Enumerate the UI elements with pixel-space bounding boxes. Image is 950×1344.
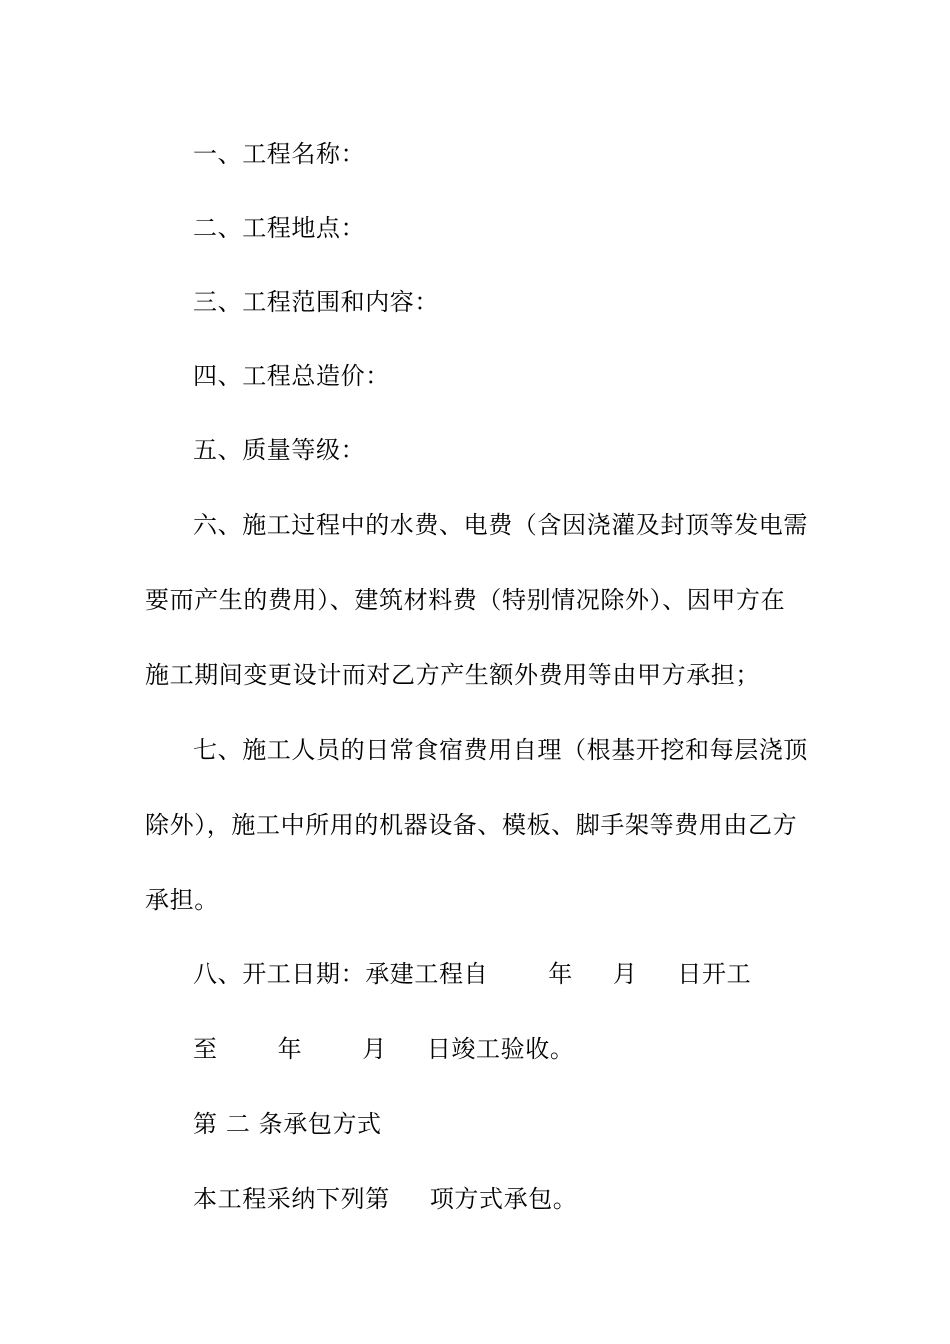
item7-line-1: 七、施工人员的日常食宿费用自理（根基开挖和每层浇顶 [193, 736, 808, 764]
item8-end-prefix: 至 [193, 1035, 218, 1063]
item8-start-day: 日开工 [677, 960, 752, 988]
item6-line-2: 要而产生的费用）、建筑材料费（特别情况除外）、因甲方在 [145, 586, 786, 614]
item8-start-prefix: 八、开工日期：承建工程自 [193, 960, 489, 988]
item-total-cost: 四、工程总造价： [193, 362, 390, 390]
item8-start-year: 年 [548, 960, 573, 988]
article2-body-prefix: 本工程采纳下列第 [193, 1185, 390, 1213]
item8-end-date [193, 1033, 863, 1065]
article2-title: 第 二 条承包方式 [193, 1110, 382, 1138]
item8-start-month: 月 [612, 960, 638, 988]
item-project-name: 一、工程名称： [193, 140, 366, 168]
item-quality-grade: 五、质量等级： [193, 436, 366, 464]
item8-end-month: 月 [362, 1035, 387, 1063]
item6-line-3: 施工期间变更设计而对乙方产生额外费用等由甲方承担； [145, 661, 760, 689]
article2-body-suffix: 项方式承包。 [429, 1185, 578, 1213]
article2-body [193, 1183, 863, 1215]
item-project-scope: 三、工程范围和内容： [193, 288, 439, 316]
item8-start-date [193, 958, 863, 990]
item7-line-3: 承担。 [145, 886, 219, 914]
item8-end-day: 日竣工验收。 [426, 1035, 575, 1063]
item-project-location: 二、工程地点： [193, 214, 366, 242]
item7-line-2: 除外），施工中所用的机器设备、模板、脚手架等费用由乙方 [145, 811, 798, 839]
item8-end-year: 年 [277, 1035, 303, 1063]
item6-line-1: 六、施工过程中的水费、电费（含因浇灌及封顶等发电需 [193, 511, 808, 539]
